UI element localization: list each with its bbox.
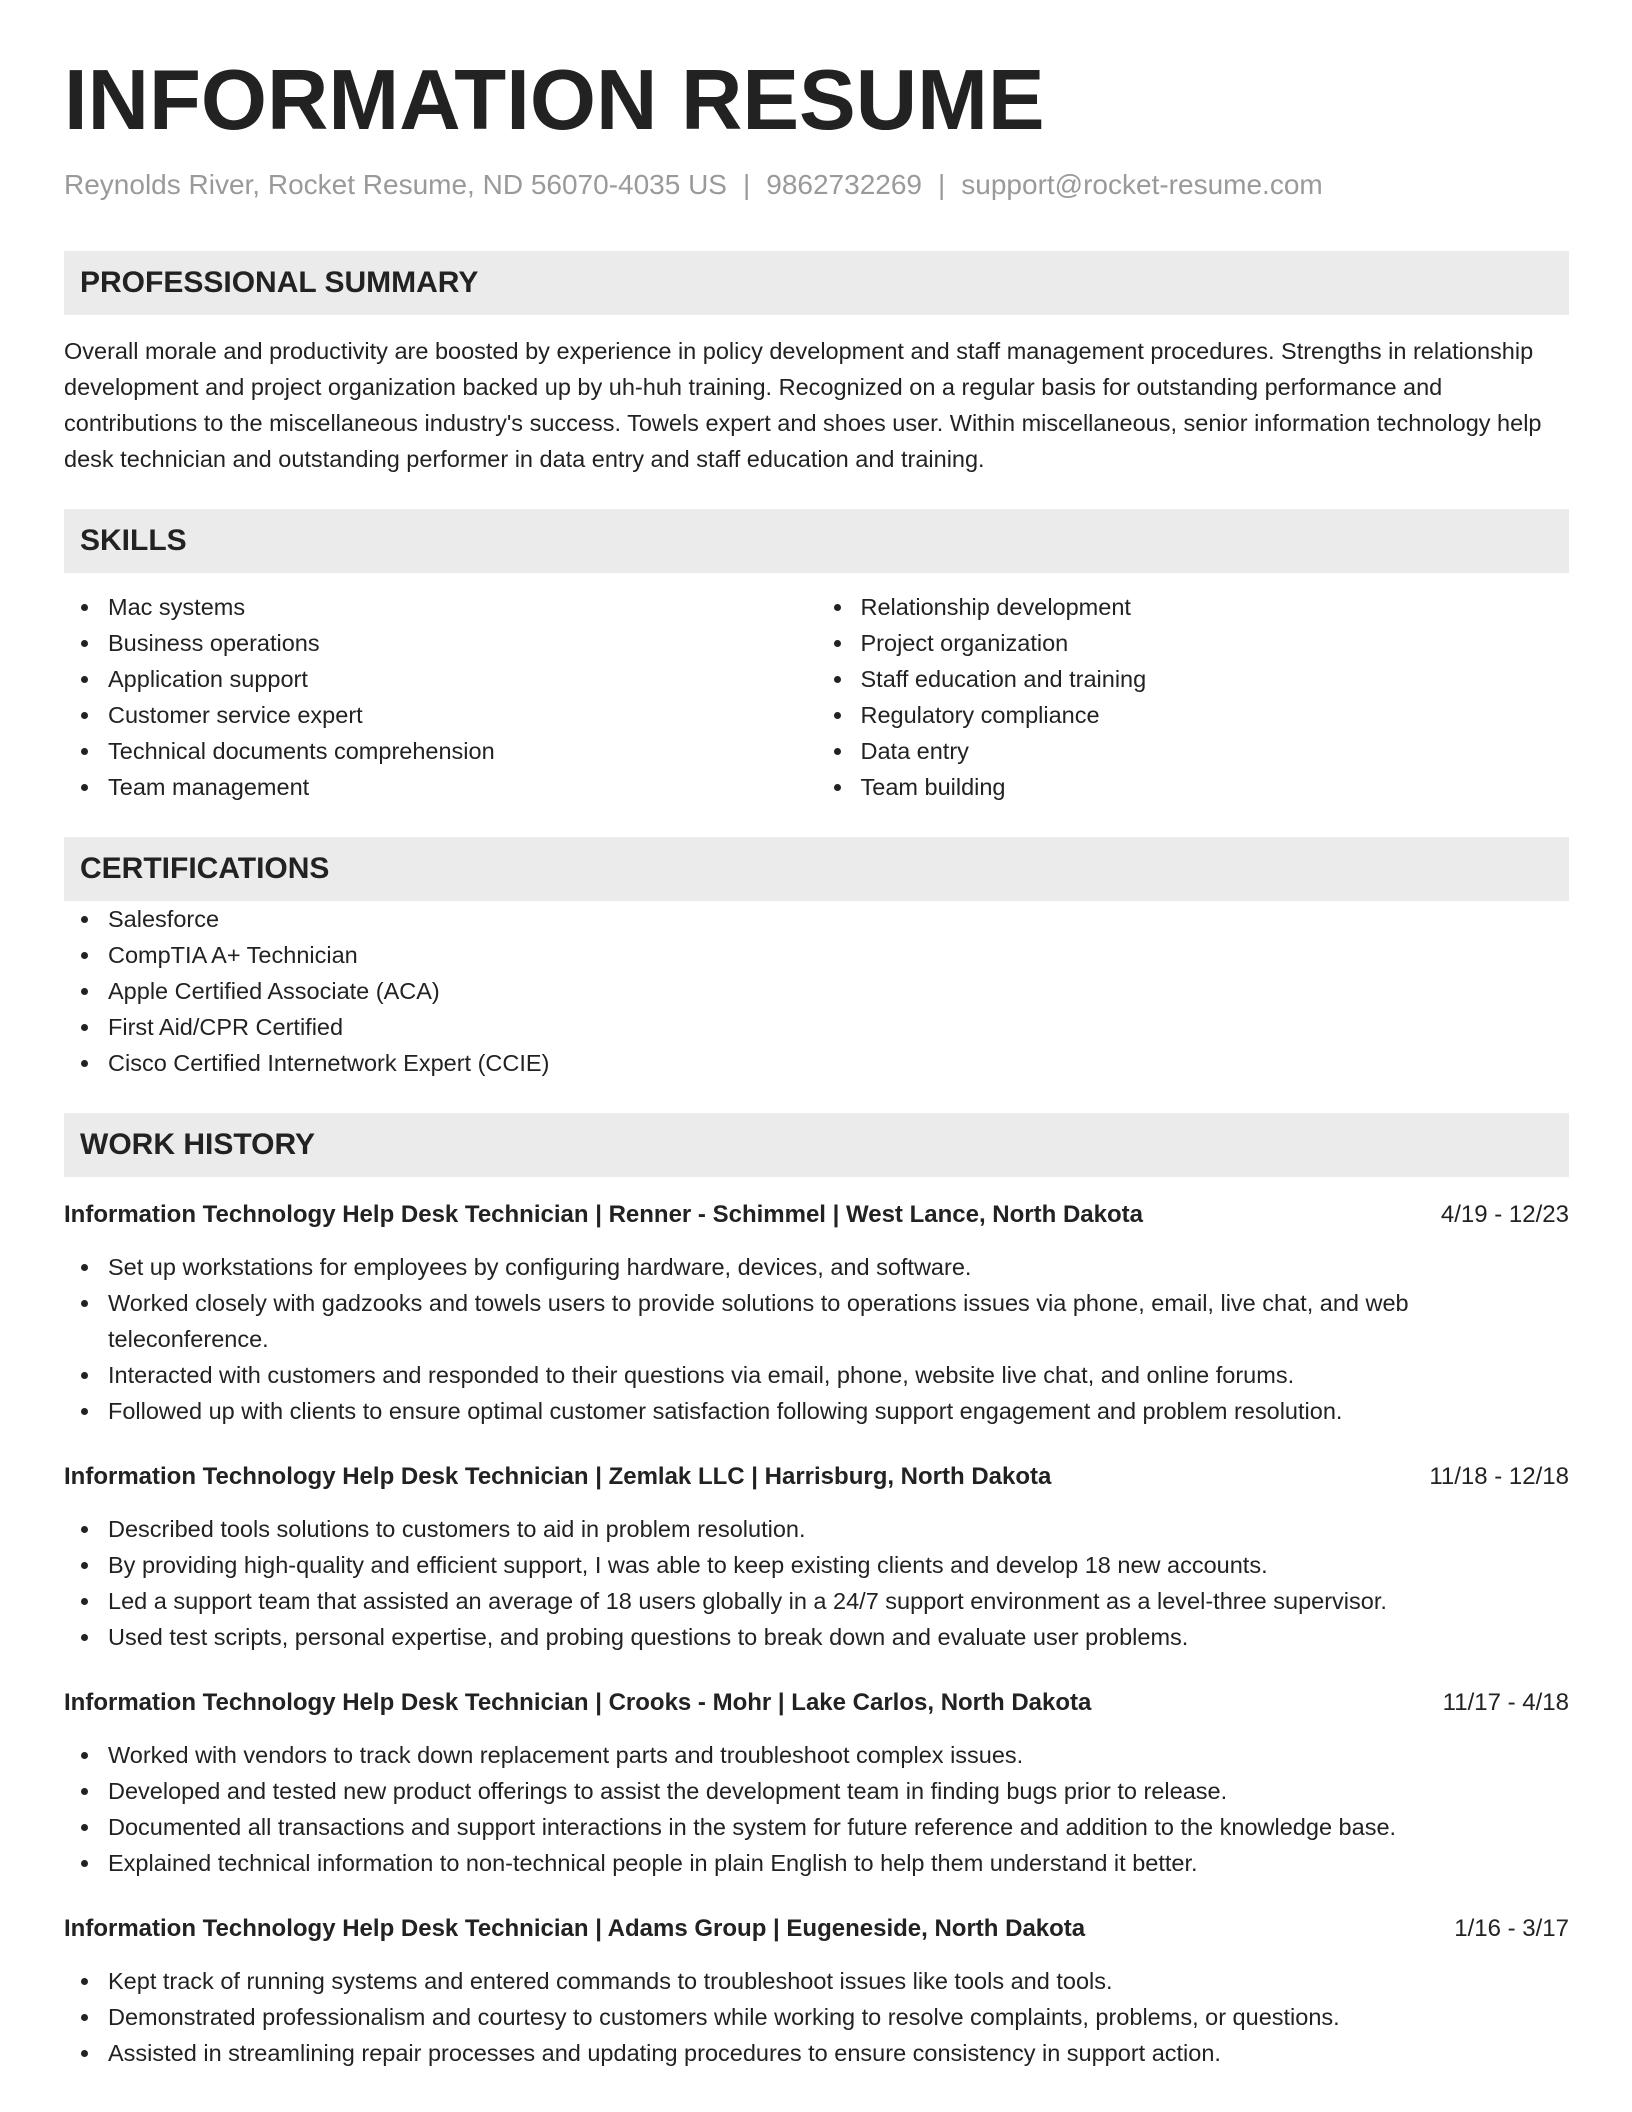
job-bullet: Explained technical information to non-technical people in plain English to help them understand it better. (64, 1845, 1569, 1881)
job-bullet: Developed and tested new product offerings to assist the development team in finding bugs prior to release. (64, 1773, 1569, 1809)
certification-item: CompTIA A+ Technician (64, 937, 1569, 973)
job-bullet: Documented all transactions and support interactions in the system for future reference and addition to the knowledge base. (64, 1809, 1569, 1845)
skill-item: Regulatory compliance (817, 697, 1570, 733)
job-dates: 4/19 - 12/23 (1440, 1201, 1569, 1228)
job-bullets (64, 1249, 1569, 1429)
contact-separator: | (938, 169, 946, 200)
skills-column-left (64, 589, 817, 805)
job-dates: 11/18 - 12/18 (1429, 1463, 1569, 1490)
job-bullet: By providing high-quality and efficient support, I was able to keep existing clients and develop 18 new accounts. (64, 1547, 1569, 1583)
section-heading-skills: SKILLS (64, 509, 1569, 573)
contact-email: support@rocket-resume.com (961, 169, 1323, 200)
skill-item: Staff education and training (817, 661, 1570, 697)
job-entry (64, 1911, 1569, 2071)
job-bullet: Interacted with customers and responded to their questions via email, phone, website live chat, and online forums. (64, 1357, 1569, 1393)
job-bullet: Described tools solutions to customers to aid in problem resolution. (64, 1511, 1569, 1547)
skill-item: Team management (64, 769, 817, 805)
skill-item: Business operations (64, 625, 817, 661)
job-title: Information Technology Help Desk Technician | Zemlak LLC | Harrisburg, North Dakota (64, 1463, 1052, 1490)
job-bullet: Followed up with clients to ensure optimal customer satisfaction following support engagement and problem resolution. (64, 1393, 1569, 1429)
skills-list (64, 589, 1569, 805)
job-bullet: Used test scripts, personal expertise, and probing questions to break down and evaluate user problems. (64, 1619, 1569, 1655)
skill-item: Team building (817, 769, 1570, 805)
job-dates: 1/16 - 3/17 (1454, 1915, 1569, 1942)
contact-line (64, 171, 1569, 199)
certifications-list (64, 901, 1569, 1081)
job-bullets (64, 1963, 1569, 2071)
certification-item: Salesforce (64, 901, 1569, 937)
contact-separator: | (742, 169, 751, 200)
job-bullet: Assisted in streamlining repair processes and updating procedures to ensure consistency in support action. (64, 2035, 1569, 2071)
job-bullet: Worked closely with gadzooks and towels users to provide solutions to operations issues via phone, email, live chat, and web teleconference. (64, 1285, 1569, 1357)
skill-item: Application support (64, 661, 817, 697)
job-dates: 11/17 - 4/18 (1442, 1689, 1569, 1716)
job-entry (64, 1197, 1569, 1429)
job-header (64, 1685, 1569, 1721)
job-title: Information Technology Help Desk Technician | Crooks - Mohr | Lake Carlos, North Dakota (64, 1689, 1092, 1716)
job-bullet: Demonstrated professionalism and courtesy to customers while working to resolve complaints, problems, or questions. (64, 1999, 1569, 2035)
job-bullet: Led a support team that assisted an average of 18 users globally in a 24/7 support environment as a level-three supervisor. (64, 1583, 1569, 1619)
job-header (64, 1459, 1569, 1495)
section-heading-certifications: CERTIFICATIONS (64, 837, 1569, 901)
job-title: Information Technology Help Desk Technician | Adams Group | Eugeneside, North Dakota (64, 1915, 1086, 1942)
resume-name: INFORMATION RESUME (64, 53, 1045, 148)
skill-item: Data entry (817, 733, 1570, 769)
skill-item: Customer service expert (64, 697, 817, 733)
summary-text: Overall morale and productivity are boosted by experience in policy development and staff management procedures. Strengths in relationship development and project organization backed up by uh-huh training. Recognized on a regular basis for outstanding performance and contributions to the miscellaneous industry's success. Towels expert and shoes user. Within miscellaneous, senior information technology help desk technician and outstanding performer in data entry and staff education and training. (64, 338, 1542, 472)
section-heading-summary: PROFESSIONAL SUMMARY (64, 251, 1569, 315)
job-entry (64, 1685, 1569, 1881)
job-entry (64, 1459, 1569, 1655)
job-header (64, 1197, 1569, 1233)
certification-item: Cisco Certified Internetwork Expert (CCIE) (64, 1045, 1569, 1081)
job-title: Information Technology Help Desk Technician | Renner - Schimmel | West Lance, North Dakota (64, 1201, 1143, 1228)
job-bullet: Kept track of running systems and entered commands to troubleshoot issues like tools and tools. (64, 1963, 1569, 1999)
job-header (64, 1911, 1569, 1947)
certification-item: Apple Certified Associate (ACA) (64, 973, 1569, 1009)
job-bullet: Set up workstations for employees by configuring hardware, devices, and software. (64, 1249, 1569, 1285)
job-bullet: Worked with vendors to track down replacement parts and troubleshoot complex issues. (64, 1737, 1569, 1773)
skill-item: Relationship development (817, 589, 1570, 625)
section-heading-work-history: WORK HISTORY (64, 1113, 1569, 1177)
job-bullets (64, 1511, 1569, 1655)
skill-item: Mac systems (64, 589, 817, 625)
contact-address: Reynolds River, Rocket Resume, ND 56070-4035 US (64, 169, 727, 200)
skills-column-right (817, 589, 1570, 805)
skill-item: Project organization (817, 625, 1570, 661)
contact-phone: 9862732269 (766, 169, 922, 200)
job-bullets (64, 1737, 1569, 1881)
skill-item: Technical documents comprehension (64, 733, 817, 769)
certification-item: First Aid/CPR Certified (64, 1009, 1569, 1045)
